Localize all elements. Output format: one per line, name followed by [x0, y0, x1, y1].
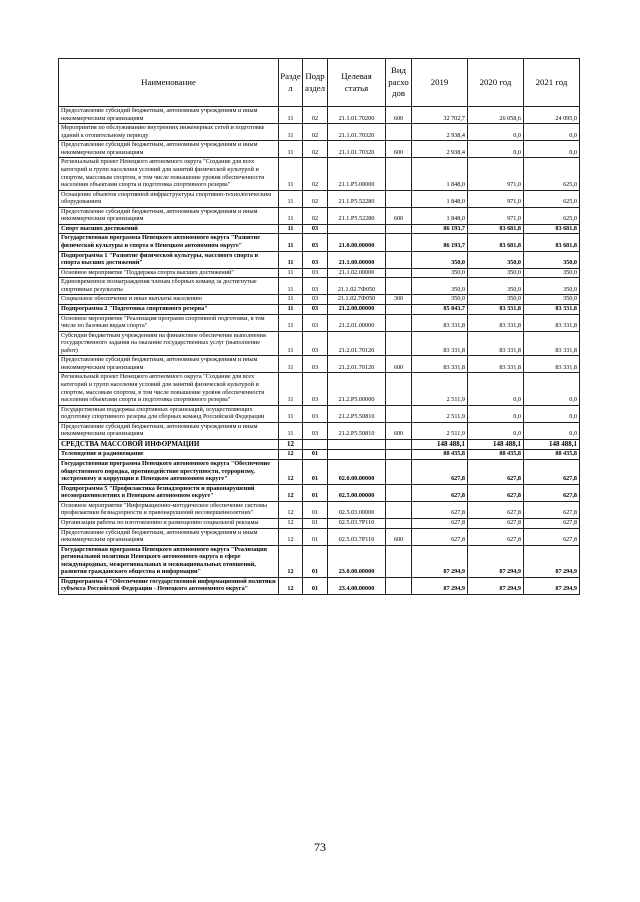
row-podrazdel: 03	[303, 304, 328, 314]
row-name: Государственная программа Ненецкого автономного округа "Реализация региональной политики Ненецкого автономного округа в сфере международных, межрегиональных и межнациональных отношений, развития гражданского общества и информации"	[59, 545, 279, 577]
row-razdel: 11	[279, 314, 303, 331]
row-tselevaya-statya: 02.5.00.00000	[328, 484, 386, 501]
row-value-2019: 83 331,8	[412, 356, 468, 373]
row-razdel: 11	[279, 190, 303, 207]
table-row	[59, 501, 580, 518]
row-value-2020: 627,8	[468, 501, 524, 518]
header-2021: 2021 год	[524, 59, 580, 107]
row-vid-raskhodov	[386, 460, 412, 485]
row-podrazdel: 01	[303, 501, 328, 518]
row-podrazdel: 03	[303, 373, 328, 405]
row-name: Подпрограмма 4 "Обеспечение государственной информационной политики субъекта Российской Федерации - Ненецкого автономного округа"	[59, 577, 279, 594]
row-podrazdel: 02	[303, 158, 328, 190]
table-row	[59, 528, 580, 545]
table-body	[59, 107, 580, 595]
row-razdel: 11	[279, 251, 303, 268]
row-name: Подпрограмма 1 "Развитие физической культуры, массового спорта и спорта высших достижений"	[59, 251, 279, 268]
row-name: Предоставление субсидий бюджетным, автономным учреждениям и иным некоммерческим организациям	[59, 107, 279, 124]
row-razdel: 11	[279, 278, 303, 295]
row-value-2020: 0,0	[468, 373, 524, 405]
row-value-2019: 83 331,8	[412, 314, 468, 331]
table-row	[59, 124, 580, 141]
row-vid-raskhodov: 600	[386, 528, 412, 545]
row-podrazdel: 03	[303, 278, 328, 295]
row-value-2021: 0,0	[524, 373, 580, 405]
row-vid-raskhodov	[386, 439, 412, 450]
row-podrazdel: 03	[303, 405, 328, 422]
row-value-2020: 971,0	[468, 207, 524, 224]
row-vid-raskhodov: 600	[386, 207, 412, 224]
row-podrazdel: 02	[303, 207, 328, 224]
table-row	[59, 422, 580, 439]
row-vid-raskhodov: 600	[386, 356, 412, 373]
row-value-2020: 0,0	[468, 141, 524, 158]
row-value-2019: 2 938,4	[412, 141, 468, 158]
row-tselevaya-statya: 02.5.03.00000	[328, 501, 386, 518]
row-vid-raskhodov	[386, 278, 412, 295]
row-value-2021: 627,8	[524, 501, 580, 518]
row-name: Оснащение объектов спортивной инфраструктуры спортивно-технологическим оборудованием	[59, 190, 279, 207]
row-podrazdel: 02	[303, 190, 328, 207]
row-tselevaya-statya: 21.1.01.70320	[328, 124, 386, 141]
row-tselevaya-statya: 21.2.P5.50810	[328, 405, 386, 422]
row-value-2019: 2 938,4	[412, 124, 468, 141]
row-value-2019: 86 193,7	[412, 224, 468, 234]
row-value-2021: 148 488,1	[524, 439, 580, 450]
row-tselevaya-statya: 21.1.01.70200	[328, 107, 386, 124]
row-razdel: 11	[279, 141, 303, 158]
row-value-2019: 350,0	[412, 268, 468, 278]
row-name: Основное мероприятие "Поддержка спорта высших достижений"	[59, 268, 279, 278]
budget-table	[58, 58, 580, 595]
row-tselevaya-statya: 21.1.01.70320	[328, 141, 386, 158]
document-sheet	[58, 58, 579, 595]
row-value-2020: 83 331,8	[468, 331, 524, 356]
row-razdel: 11	[279, 304, 303, 314]
row-value-2021: 350,0	[524, 251, 580, 268]
row-value-2019: 1 848,0	[412, 190, 468, 207]
table-row	[59, 405, 580, 422]
table-row	[59, 545, 580, 577]
row-vid-raskhodov	[386, 450, 412, 460]
row-name: Региональный проект Ненецкого автономного округа "Создание для всех категорий и групп населения условий для занятий физической культурой и спортом, массовым спортом, в том числе повышение уровня обеспеченности населения объектами спорта и подготовка спортивного резерва"	[59, 373, 279, 405]
row-value-2019: 350,0	[412, 251, 468, 268]
row-value-2021: 88 435,8	[524, 450, 580, 460]
table-row	[59, 278, 580, 295]
row-vid-raskhodov	[386, 124, 412, 141]
row-tselevaya-statya: 23.4.00.00000	[328, 577, 386, 594]
table-row	[59, 207, 580, 224]
row-vid-raskhodov	[386, 331, 412, 356]
row-name: Предоставление субсидий бюджетным, автономным учреждениям и иным некоммерческим организациям	[59, 141, 279, 158]
row-value-2019: 627,8	[412, 518, 468, 528]
row-value-2019: 88 435,8	[412, 450, 468, 460]
row-podrazdel: 03	[303, 251, 328, 268]
table-row	[59, 107, 580, 124]
row-value-2020: 627,8	[468, 484, 524, 501]
row-vid-raskhodov: 600	[386, 422, 412, 439]
row-podrazdel: 02	[303, 124, 328, 141]
row-name: Государственная поддержка спортивных организаций, осуществляющих подготовку спортивного резерва для сборных команд Российской Федерации	[59, 405, 279, 422]
row-value-2021: 83 681,8	[524, 234, 580, 251]
row-podrazdel: 02	[303, 107, 328, 124]
table-row	[59, 314, 580, 331]
row-value-2020: 0,0	[468, 405, 524, 422]
row-value-2019: 2 511,9	[412, 405, 468, 422]
table-row	[59, 577, 580, 594]
row-razdel: 11	[279, 224, 303, 234]
row-value-2020: 627,8	[468, 528, 524, 545]
row-value-2020: 0,0	[468, 124, 524, 141]
row-razdel: 11	[279, 356, 303, 373]
row-value-2019: 87 294,9	[412, 545, 468, 577]
row-value-2020: 83 681,8	[468, 234, 524, 251]
row-podrazdel: 02	[303, 141, 328, 158]
table-row	[59, 484, 580, 501]
row-value-2019: 2 511,9	[412, 422, 468, 439]
row-value-2020: 26 058,6	[468, 107, 524, 124]
row-razdel: 11	[279, 158, 303, 190]
table-row	[59, 356, 580, 373]
row-name: Предоставление субсидий бюджетным, автономным учреждениям и иным некоммерческим организациям	[59, 207, 279, 224]
row-value-2021: 350,0	[524, 278, 580, 295]
row-name: Основное мероприятие "Информационно-методическое обеспечение системы профилактики безнадзорности и правонарушений несовершеннолетних"	[59, 501, 279, 518]
row-vid-raskhodov	[386, 251, 412, 268]
row-value-2021: 625,0	[524, 190, 580, 207]
row-name: Подпрограмма 5 "Профилактика безнадзорности и правонарушений несовершеннолетних в Ненецком автономном округе"	[59, 484, 279, 501]
row-podrazdel: 01	[303, 545, 328, 577]
row-vid-raskhodov	[386, 545, 412, 577]
row-podrazdel: 01	[303, 528, 328, 545]
row-value-2021: 87 294,9	[524, 577, 580, 594]
row-value-2019: 1 848,0	[412, 158, 468, 190]
row-vid-raskhodov	[386, 577, 412, 594]
row-tselevaya-statya: 21.2.00.00000	[328, 304, 386, 314]
row-value-2019: 627,8	[412, 484, 468, 501]
row-vid-raskhodov	[386, 304, 412, 314]
row-razdel: 12	[279, 460, 303, 485]
row-podrazdel: 01	[303, 484, 328, 501]
row-value-2021: 83 681,8	[524, 224, 580, 234]
row-vid-raskhodov: 600	[386, 141, 412, 158]
row-podrazdel: 03	[303, 314, 328, 331]
row-tselevaya-statya: 21.2.P5.00000	[328, 373, 386, 405]
row-value-2020: 971,0	[468, 190, 524, 207]
row-value-2020: 87 294,9	[468, 577, 524, 594]
row-name: Государственная программа Ненецкого автономного округа "Развитие физической культуры и спорта в Ненецком автономном округе"	[59, 234, 279, 251]
table-row	[59, 158, 580, 190]
row-value-2021: 625,0	[524, 158, 580, 190]
row-value-2020: 83 681,8	[468, 224, 524, 234]
row-vid-raskhodov	[386, 501, 412, 518]
row-tselevaya-statya: 21.1.02.00000	[328, 268, 386, 278]
row-vid-raskhodov	[386, 234, 412, 251]
row-value-2019: 627,8	[412, 501, 468, 518]
row-name: СРЕДСТВА МАССОВОЙ ИНФОРМАЦИИ	[59, 439, 279, 450]
row-razdel: 11	[279, 405, 303, 422]
header-podrazdel: Подр аздел	[303, 59, 328, 107]
row-razdel: 11	[279, 124, 303, 141]
row-podrazdel: 03	[303, 224, 328, 234]
row-podrazdel: 03	[303, 295, 328, 305]
row-value-2020: 971,0	[468, 158, 524, 190]
row-value-2021: 83 331,8	[524, 304, 580, 314]
table-header-row	[59, 59, 580, 107]
row-razdel: 11	[279, 207, 303, 224]
row-value-2019: 350,0	[412, 295, 468, 305]
row-value-2019: 2 511,9	[412, 373, 468, 405]
row-razdel: 12	[279, 518, 303, 528]
row-name: Предоставление субсидий бюджетным, автономным учреждениям и иным некоммерческим организациям	[59, 422, 279, 439]
row-vid-raskhodov	[386, 224, 412, 234]
row-razdel: 12	[279, 484, 303, 501]
row-tselevaya-statya	[328, 450, 386, 460]
row-tselevaya-statya: 21.1.02.7Ф050	[328, 295, 386, 305]
row-vid-raskhodov: 600	[386, 107, 412, 124]
row-vid-raskhodov	[386, 314, 412, 331]
row-tselevaya-statya: 21.2.P5.50810	[328, 422, 386, 439]
row-value-2020: 350,0	[468, 278, 524, 295]
row-value-2021: 350,0	[524, 295, 580, 305]
row-value-2021: 87 294,9	[524, 545, 580, 577]
row-value-2019: 86 193,7	[412, 234, 468, 251]
row-name: Предоставление субсидий бюджетным, автономным учреждениям и иным некоммерческим организациям	[59, 528, 279, 545]
table-row	[59, 190, 580, 207]
row-value-2021: 0,0	[524, 422, 580, 439]
row-razdel: 12	[279, 501, 303, 518]
table-row	[59, 268, 580, 278]
row-value-2019: 627,8	[412, 460, 468, 485]
row-value-2019: 87 294,9	[412, 577, 468, 594]
row-podrazdel: 01	[303, 460, 328, 485]
row-vid-raskhodov	[386, 405, 412, 422]
row-value-2020: 83 331,8	[468, 356, 524, 373]
row-podrazdel: 01	[303, 518, 328, 528]
row-value-2020: 350,0	[468, 268, 524, 278]
row-name: Субсидии бюджетным учреждениям на финансовое обеспечение выполнения государственного задания на оказание государственных услуг (выполнение работ)	[59, 331, 279, 356]
row-value-2020: 88 435,8	[468, 450, 524, 460]
row-razdel: 12	[279, 545, 303, 577]
row-value-2019: 85 843,7	[412, 304, 468, 314]
row-vid-raskhodov	[386, 484, 412, 501]
row-value-2021: 0,0	[524, 124, 580, 141]
row-name: Предоставление субсидий бюджетным, автономным учреждениям и иным некоммерческим организациям	[59, 356, 279, 373]
row-podrazdel	[303, 439, 328, 450]
row-podrazdel: 01	[303, 450, 328, 460]
row-value-2021: 627,8	[524, 484, 580, 501]
table-row	[59, 331, 580, 356]
row-tselevaya-statya: 21.1.P5.00000	[328, 158, 386, 190]
row-tselevaya-statya: 02.5.03.7Р110	[328, 518, 386, 528]
row-value-2021: 83 331,8	[524, 314, 580, 331]
row-name: Социальное обеспечение и иные выплаты населению	[59, 295, 279, 305]
header-razdel: Разде л	[279, 59, 303, 107]
row-value-2021: 627,8	[524, 518, 580, 528]
row-tselevaya-statya: 21.2.01.00000	[328, 314, 386, 331]
row-value-2021: 625,0	[524, 207, 580, 224]
table-row	[59, 234, 580, 251]
row-name: Государственная программа Ненецкого автономного округа "Обеспечение общественного порядка, противодействие преступности, терроризму, экстремизму и коррупции в Ненецком автономном округе"	[59, 460, 279, 485]
row-razdel: 12	[279, 450, 303, 460]
row-podrazdel: 01	[303, 577, 328, 594]
row-value-2020: 0,0	[468, 422, 524, 439]
row-razdel: 11	[279, 422, 303, 439]
row-value-2021: 83 331,8	[524, 331, 580, 356]
row-tselevaya-statya: 21.1.02.7Ф050	[328, 278, 386, 295]
table-row	[59, 224, 580, 234]
header-2020: 2020 год	[468, 59, 524, 107]
row-razdel: 11	[279, 234, 303, 251]
row-value-2020: 350,0	[468, 295, 524, 305]
row-tselevaya-statya	[328, 224, 386, 234]
table-row	[59, 439, 580, 450]
row-value-2021: 627,8	[524, 460, 580, 485]
row-value-2021: 24 095,0	[524, 107, 580, 124]
row-tselevaya-statya: 21.1.P5.52280	[328, 190, 386, 207]
row-value-2020: 627,8	[468, 518, 524, 528]
row-value-2021: 627,8	[524, 528, 580, 545]
row-value-2020: 83 331,8	[468, 314, 524, 331]
row-value-2021: 0,0	[524, 405, 580, 422]
table-row	[59, 304, 580, 314]
row-tselevaya-statya: 21.1.P5.52280	[328, 207, 386, 224]
table-row	[59, 518, 580, 528]
row-name: Телевидение и радиовещание	[59, 450, 279, 460]
row-tselevaya-statya	[328, 439, 386, 450]
row-name: Основное мероприятие "Реализация программ спортивной подготовки, в том числе по базовым видам спорта"	[59, 314, 279, 331]
row-razdel: 12	[279, 439, 303, 450]
table-row	[59, 295, 580, 305]
row-tselevaya-statya: 23.0.00.00000	[328, 545, 386, 577]
table-row	[59, 450, 580, 460]
row-value-2019: 83 331,8	[412, 331, 468, 356]
header-vid-raskhodov: Вид расхо дов	[386, 59, 412, 107]
header-tselevaya-statya: Целевая статья	[328, 59, 386, 107]
row-podrazdel: 03	[303, 356, 328, 373]
row-razdel: 11	[279, 268, 303, 278]
row-tselevaya-statya: 02.0.00.00000	[328, 460, 386, 485]
row-tselevaya-statya: 21.2.01.70120	[328, 331, 386, 356]
row-value-2019: 148 488,1	[412, 439, 468, 450]
row-podrazdel: 03	[303, 422, 328, 439]
row-value-2021: 350,0	[524, 268, 580, 278]
row-razdel: 11	[279, 295, 303, 305]
row-name: Региональный проект Ненецкого автономного округа "Создание для всех категорий и групп населения условий для занятий физической культурой и спортом, массовым спортом, в том числе повышение уровня обеспеченности населения объектами спорта и подготовка спортивного резерва"	[59, 158, 279, 190]
row-vid-raskhodov	[386, 268, 412, 278]
row-value-2019: 1 848,0	[412, 207, 468, 224]
row-value-2020: 83 331,8	[468, 304, 524, 314]
row-value-2019: 32 702,7	[412, 107, 468, 124]
row-value-2020: 627,8	[468, 460, 524, 485]
row-vid-raskhodov	[386, 190, 412, 207]
row-name: Единовременное вознаграждения членам сборных команд за достигнутые спортивные результаты	[59, 278, 279, 295]
row-tselevaya-statya: 21.2.01.70120	[328, 356, 386, 373]
row-vid-raskhodov	[386, 373, 412, 405]
row-razdel: 11	[279, 331, 303, 356]
row-razdel: 11	[279, 107, 303, 124]
row-razdel: 11	[279, 373, 303, 405]
row-value-2021: 0,0	[524, 141, 580, 158]
row-name: Организация работы по изготовлению и размещению социальной рекламы	[59, 518, 279, 528]
row-value-2019: 627,8	[412, 528, 468, 545]
header-2019: 2019	[412, 59, 468, 107]
header-name: Наименование	[59, 59, 279, 107]
row-name: Спорт высших достижений	[59, 224, 279, 234]
row-value-2020: 87 294,9	[468, 545, 524, 577]
row-name: Подпрограмма 2 "Подготовка спортивного резерва"	[59, 304, 279, 314]
row-tselevaya-statya: 02.5.03.7Р110	[328, 528, 386, 545]
row-value-2021: 83 331,8	[524, 356, 580, 373]
row-tselevaya-statya: 21.0.00.00000	[328, 234, 386, 251]
row-vid-raskhodov	[386, 518, 412, 528]
row-podrazdel: 03	[303, 331, 328, 356]
row-value-2020: 350,0	[468, 251, 524, 268]
row-value-2019: 350,0	[412, 278, 468, 295]
table-row	[59, 251, 580, 268]
page-number: 73	[314, 840, 326, 854]
row-tselevaya-statya: 21.1.00.00000	[328, 251, 386, 268]
row-vid-raskhodov	[386, 158, 412, 190]
row-razdel: 12	[279, 577, 303, 594]
row-vid-raskhodov: 300	[386, 295, 412, 305]
row-razdel: 12	[279, 528, 303, 545]
row-podrazdel: 03	[303, 268, 328, 278]
row-name: Мероприятия по обслуживанию внутренних инженерных сетей и подготовке зданий к отопительному периоду	[59, 124, 279, 141]
row-value-2020: 148 488,1	[468, 439, 524, 450]
table-row	[59, 373, 580, 405]
row-podrazdel: 03	[303, 234, 328, 251]
table-row	[59, 460, 580, 485]
table-row	[59, 141, 580, 158]
